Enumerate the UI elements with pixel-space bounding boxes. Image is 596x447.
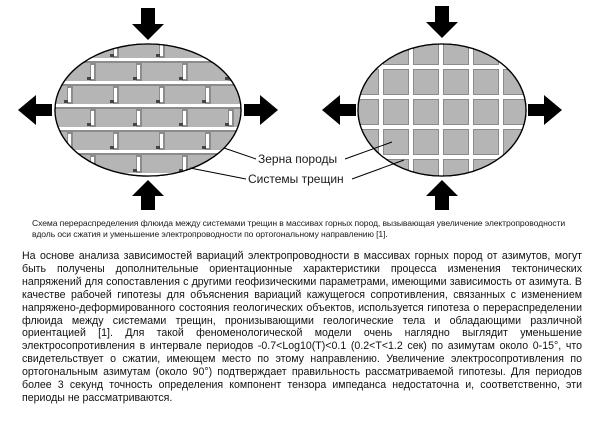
rock-grain: [119, 40, 159, 58]
crack-corner: [110, 146, 114, 149]
rock-grain: [444, 100, 468, 124]
horizontal-crack: [50, 104, 250, 107]
rock-grain: [414, 70, 438, 94]
left-compression-arrow-top: [132, 8, 164, 40]
rock-grain: [414, 160, 438, 184]
vertical-crack: [409, 40, 413, 190]
rock-grain: [414, 130, 438, 154]
vertical-crack: [275, 111, 278, 125]
rock-grain: [211, 40, 251, 58]
vertical-crack: [68, 42, 71, 56]
fracture-systems-label: Системы трещин: [248, 172, 344, 186]
rock-grain: [188, 155, 228, 173]
crack-corner: [271, 123, 275, 126]
vertical-crack: [160, 180, 163, 194]
crack-corner: [202, 146, 206, 149]
fracture-leader-right: [352, 160, 404, 179]
vertical-crack: [252, 42, 255, 56]
right-compression-arrow-top: [426, 6, 458, 38]
rock-grain: [474, 70, 498, 94]
crack-corner: [225, 123, 229, 126]
vertical-crack: [68, 180, 71, 194]
crack-corner: [87, 77, 91, 80]
rock-grain: [474, 130, 498, 154]
vertical-crack: [252, 88, 255, 102]
crack-corner: [156, 146, 160, 149]
vertical-crack: [252, 134, 255, 148]
grains-label: Зерна породы: [258, 152, 338, 166]
vertical-crack: [114, 42, 117, 56]
rock-grain: [96, 63, 136, 81]
left-extension-arrow-left: [18, 95, 52, 125]
vertical-crack: [114, 134, 117, 148]
rock-grain: [504, 40, 528, 64]
crack-corner: [64, 192, 68, 195]
vertical-crack: [114, 88, 117, 102]
figure-caption: Схема перераспределения флюида между системами трещин в массивах горных пород, вызывающая увеличение электропроводности вдоль оси сжатия и уменьшение электропроводности по ортогональному направлению [1].: [32, 218, 566, 239]
rock-grain: [73, 86, 113, 104]
vertical-crack: [469, 40, 473, 190]
rock-grain: [119, 86, 159, 104]
rock-grain: [474, 160, 498, 184]
rock-grain: [384, 130, 408, 154]
rock-grain: [142, 109, 182, 127]
vertical-crack: [229, 111, 232, 125]
crack-corner: [271, 77, 275, 80]
rock-grain: [444, 130, 468, 154]
crack-corner: [64, 146, 68, 149]
crack-corner: [179, 123, 183, 126]
vertical-crack: [206, 42, 209, 56]
crack-corner: [64, 100, 68, 103]
horizontal-crack: [50, 81, 250, 84]
fracture-leader-left: [190, 168, 246, 179]
rock-grain: [96, 155, 136, 173]
vertical-crack: [91, 65, 94, 79]
rock-grain: [354, 160, 378, 184]
rock-grain: [504, 160, 528, 184]
right-extension-arrow-left: [322, 95, 356, 125]
crack-corner: [156, 54, 160, 57]
crack-corner: [133, 169, 137, 172]
vertical-crack: [183, 65, 186, 79]
rock-grain: [444, 160, 468, 184]
vertical-crack: [275, 65, 278, 79]
rock-grain: [414, 100, 438, 124]
right-grain-array: [349, 35, 534, 190]
rock-grain: [211, 86, 251, 104]
vertical-crack: [229, 157, 232, 171]
vertical-crack: [160, 88, 163, 102]
rock-grain: [119, 132, 159, 150]
vertical-crack: [439, 40, 443, 190]
vertical-crack: [114, 180, 117, 194]
rock-grain: [444, 70, 468, 94]
crack-corner: [202, 192, 206, 195]
rock-grain: [474, 40, 498, 64]
rock-grain: [73, 132, 113, 150]
vertical-crack: [206, 88, 209, 102]
rock-grain: [165, 178, 205, 196]
crack-corner: [87, 169, 91, 172]
rock-grain: [384, 70, 408, 94]
rock-grain: [354, 130, 378, 154]
fluid-redistribution-diagram: [0, 0, 596, 220]
rock-grain: [211, 132, 251, 150]
crack-corner: [202, 100, 206, 103]
crack-corner: [64, 54, 68, 57]
crack-corner: [225, 169, 229, 172]
rock-grain: [27, 178, 67, 196]
crack-corner: [110, 192, 114, 195]
right-rock-mass: [349, 35, 534, 190]
crack-corner: [133, 123, 137, 126]
rock-grain: [234, 63, 274, 81]
crack-corner: [179, 77, 183, 80]
vertical-crack: [183, 111, 186, 125]
crack-corner: [87, 123, 91, 126]
horizontal-crack: [50, 58, 250, 61]
rock-grain: [165, 132, 205, 150]
rock-grain: [96, 109, 136, 127]
right-compression-arrow-bottom: [426, 180, 458, 210]
vertical-crack: [137, 157, 140, 171]
left-grain-array: [27, 40, 274, 196]
horizontal-crack: [50, 127, 250, 130]
vertical-crack: [206, 180, 209, 194]
vertical-crack: [91, 111, 94, 125]
right-extension-arrow-right: [528, 95, 562, 125]
rock-grain: [354, 40, 378, 64]
rock-grain: [165, 86, 205, 104]
crack-corner: [133, 77, 137, 80]
vertical-crack: [206, 134, 209, 148]
rock-grain: [504, 70, 528, 94]
crack-corner: [156, 100, 160, 103]
vertical-crack: [183, 157, 186, 171]
crack-corner: [248, 192, 252, 195]
rock-grain: [73, 40, 113, 58]
grains-leader-left: [224, 148, 256, 159]
vertical-crack: [137, 65, 140, 79]
rock-grain: [384, 100, 408, 124]
crack-corner: [248, 146, 252, 149]
left-compression-arrow-bottom: [132, 180, 164, 210]
vertical-crack: [137, 111, 140, 125]
rock-grain: [142, 155, 182, 173]
grains-label-group: [224, 142, 392, 166]
left-extension-arrow-right: [244, 95, 278, 125]
vertical-crack: [68, 88, 71, 102]
crack-corner: [248, 54, 252, 57]
rock-grain: [142, 63, 182, 81]
rock-grain: [211, 178, 251, 196]
rock-grain: [384, 160, 408, 184]
crack-corner: [110, 54, 114, 57]
rock-grain: [50, 63, 90, 81]
vertical-crack: [229, 65, 232, 79]
body-paragraph: На основе анализа зависимостей вариаций электропроводности в массивах горных пород от азимутов, могут быть получены дополнительные ориентационные характеристики процесса изменения тектонических напряжений для сопоставления с другими геофизическими параметрами, имеющими зависимость от азимута. В качестве рабочей гипотезы для объяснения вариаций кажущегося сопротивления, связанных с изменением напряжено-деформированного состояния геологических объектов, используется гипотеза о перераспределении флюида между системами трещин, пронизывающими геологические тела и обладающими различной ориентацией [1]. Для такой феноменологической модели очень наглядно выглядит уменьшение электросопротивления в интервале периодов -0.7<Log10(T)<0.1 (0.2<T<1.2 сек) по азимутам около 0-15°, что свидетельствует о сжатии, имеющем место по этому направлению. Увеличение электросопротивления по ортогональным азимутам (около 90°) подтверждает правильность рассматриваемой гипотезы. Для периодов более 3 секунд точность определения компонент тензора импеданса недостаточна и, соответственно, эти периоды не рассматриваются.: [22, 250, 582, 404]
rock-grain: [27, 132, 67, 150]
rock-grain: [188, 63, 228, 81]
rock-grain: [188, 109, 228, 127]
rock-grain: [73, 178, 113, 196]
rock-grain: [27, 40, 67, 58]
crack-corner: [248, 100, 252, 103]
rock-grain: [474, 100, 498, 124]
left-rock-mass: [27, 40, 278, 199]
crack-corner: [110, 100, 114, 103]
vertical-crack: [160, 134, 163, 148]
